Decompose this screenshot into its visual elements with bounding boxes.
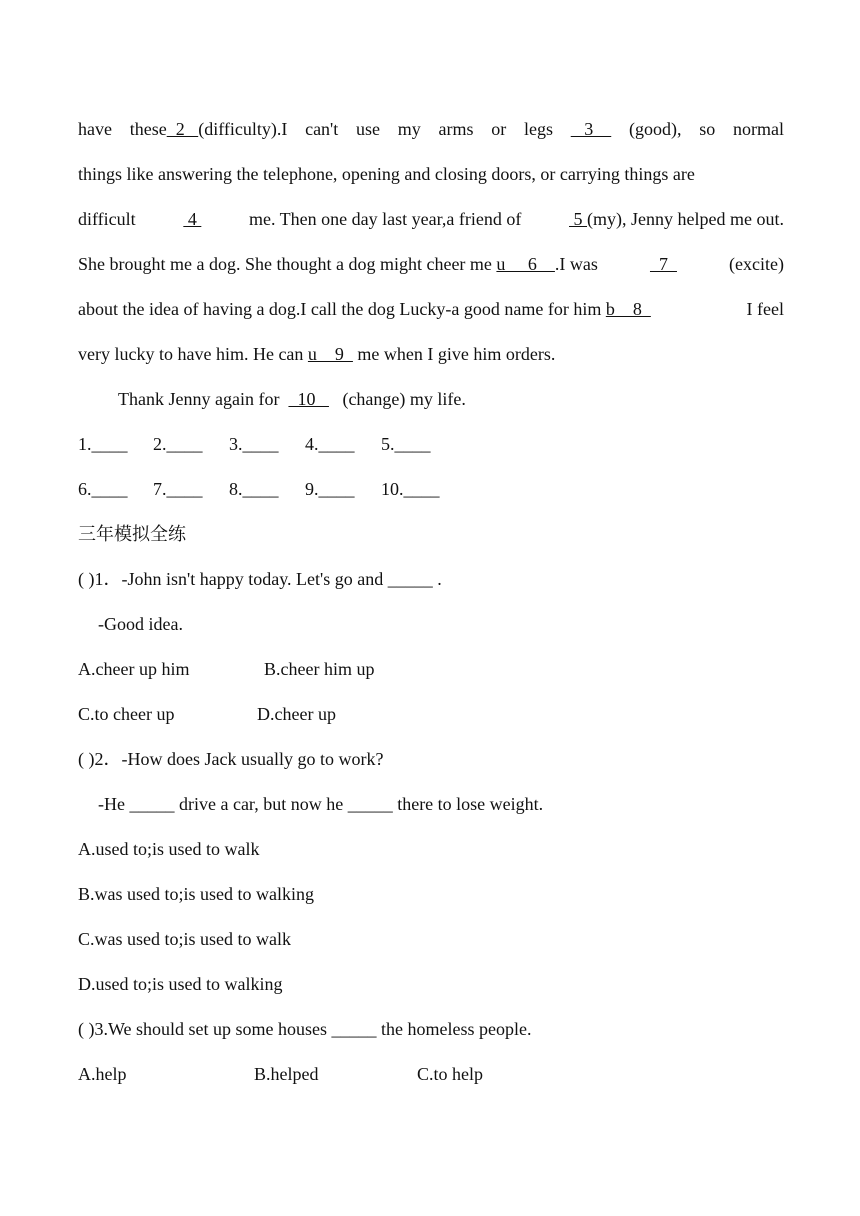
blank-3: 3 <box>570 119 612 139</box>
answer-slot[interactable]: 10.____ <box>381 479 440 499</box>
answer-slot[interactable]: 3.____ <box>229 434 279 454</box>
option-b[interactable]: B.was used to;is used to walking <box>78 884 314 904</box>
blank-4: 4 <box>183 209 202 229</box>
option-b[interactable]: B.cheer him up <box>264 659 375 679</box>
answer-row-2 <box>78 467 784 512</box>
blank-10: 10 <box>288 389 329 409</box>
passage-text <box>78 242 598 287</box>
passage-word: use <box>356 119 381 139</box>
option-a[interactable]: A.cheer up him <box>78 659 190 679</box>
passage-text <box>78 287 651 332</box>
answer-slot[interactable]: 2.____ <box>153 434 203 454</box>
answer-slot[interactable]: 4.____ <box>305 434 355 454</box>
passage-text: me. Then one day last year,a friend of <box>249 209 522 229</box>
document-page <box>78 107 784 1097</box>
passage-line-1 <box>78 107 784 152</box>
passage-line-4 <box>78 242 784 287</box>
answer-slot[interactable]: 6.____ <box>78 479 128 499</box>
blank-5: 5 <box>569 209 588 229</box>
passage-text: about the idea of having a dog.I call the dog Lucky-a good name for him <box>78 299 602 319</box>
passage-word: (good), <box>628 119 682 139</box>
passage-word: or <box>491 119 507 139</box>
blank-8: b 8 <box>605 299 651 319</box>
passage-text: I feel <box>746 299 784 319</box>
answer-slot[interactable]: 5.____ <box>381 434 431 454</box>
section-heading: 三年模拟全练 <box>78 524 186 545</box>
option-c[interactable]: C.to help <box>417 1064 483 1084</box>
blank-6: u 6 <box>496 254 555 274</box>
passage-line-3 <box>78 197 784 242</box>
passage-word: have <box>78 119 112 139</box>
option-d[interactable]: D.used to;is used to walking <box>78 974 283 994</box>
question-1-options-row-2 <box>78 692 784 737</box>
question-3-options-row <box>78 1052 784 1097</box>
question-2-stem: ( )2．-How does Jack usually go to work? <box>78 749 384 769</box>
passage-text: me when I give him orders. <box>357 344 556 364</box>
blank-2: 2 <box>166 119 199 139</box>
passage-text: (change) my life. <box>342 389 466 409</box>
passage-text: very lucky to have him. He can <box>78 344 304 364</box>
passage-word: can't <box>305 119 339 139</box>
answer-slot[interactable]: 1.____ <box>78 434 128 454</box>
passage-word: normal <box>732 119 784 139</box>
option-b[interactable]: B.helped <box>254 1064 319 1084</box>
answer-slot[interactable]: 8.____ <box>229 479 279 499</box>
passage-word: legs <box>524 119 553 139</box>
answer-row-1 <box>78 422 784 467</box>
answer-slot[interactable]: 7.____ <box>153 479 203 499</box>
option-c[interactable]: C.was used to;is used to walk <box>78 929 291 949</box>
passage-text <box>569 197 784 242</box>
question-1-reply: -Good idea. <box>98 614 183 634</box>
passage-text: She brought me a dog. She thought a dog might cheer me <box>78 254 492 274</box>
passage-word: arms <box>438 119 474 139</box>
question-3-stem: ( )3.We should set up some houses _____ the homeless people. <box>78 1019 532 1039</box>
option-c[interactable]: C.to cheer up <box>78 704 175 724</box>
question-2-reply: -He _____ drive a car, but now he _____ there to lose weight. <box>98 794 544 814</box>
passage-line-5 <box>78 287 784 332</box>
question-1-options-row-1 <box>78 647 784 692</box>
passage-text: .I was <box>554 254 598 274</box>
question-1-stem: ( )1．-John isn't happy today. Let's go and _____ . <box>78 569 442 589</box>
blank-9: u 9 <box>307 344 353 364</box>
passage-word: my <box>397 119 421 139</box>
passage-line-2: things like answering the telephone, opening and closing doors, or carrying things are <box>78 164 695 184</box>
blank-7: 7 <box>649 254 677 274</box>
passage-line-6 <box>78 332 784 377</box>
passage-text: difficult <box>78 209 136 229</box>
passage-word: these 2 (difficulty).I <box>129 119 288 139</box>
passage-text: (excite) <box>729 254 784 274</box>
passage-text: (my), Jenny helped me out. <box>587 209 784 229</box>
option-a[interactable]: A.used to;is used to walk <box>78 839 260 859</box>
option-a[interactable]: A.help <box>78 1064 127 1084</box>
answer-slot[interactable]: 9.____ <box>305 479 355 499</box>
passage-line-7 <box>78 377 784 422</box>
option-d[interactable]: D.cheer up <box>257 704 336 724</box>
passage-word: so <box>699 119 716 139</box>
passage-text: Thank Jenny again for <box>118 389 280 409</box>
